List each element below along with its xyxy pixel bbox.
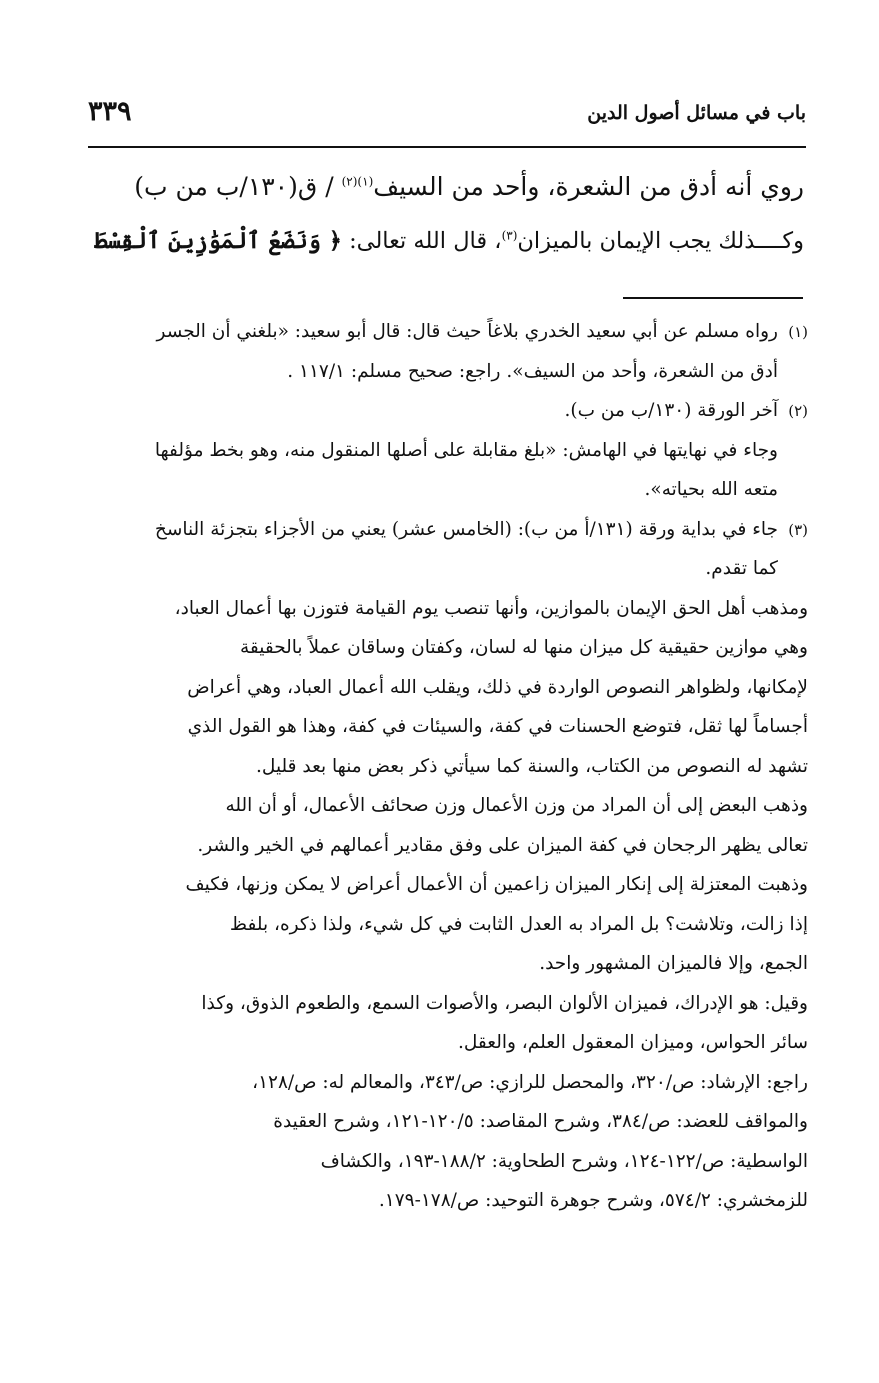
footnote-line: وذهبت المعتزلة إلى إنكار الميزان زاعمين أن الأعمال أعراض لا يمكن وزنها، فكيف xyxy=(185,874,808,895)
main-text-line xyxy=(92,160,804,214)
footnote-line: الواسطية: ص/١٢٢-١٢٤، وشرح الطحاوية: ١٨٨/٢-١٩٣، والكشاف xyxy=(320,1150,808,1172)
footnote-line: أجساماً لها ثقل، فتوضع الحسنات في كفة، والسيئات في كفة، وهذا هو القول الذي xyxy=(187,716,808,737)
footnote-line: وذهب البعض إلى أن المراد من وزن الأعمال وزن صحائف الأعمال، أو أن الله xyxy=(225,795,808,816)
footnote-line: تعالى يظهر الرجحان في كفة الميزان على وفق مقادير أعمالهم في الخير والشر. xyxy=(197,834,808,856)
footnote-separator xyxy=(623,297,803,299)
page-header xyxy=(88,96,806,134)
footnote-line: كما تقدم. xyxy=(705,558,778,579)
footnote-line: ومذهب أهل الحق الإيمان بالموازين، وأنها تنصب يوم القيامة فتوزن بها أعمال العباد، xyxy=(174,597,808,619)
footnote-line: للزمخشري: ٥٧٤/٢، وشرح جوهرة التوحيد: ص/١٧٨-١٧٩. xyxy=(378,1190,808,1211)
footnote-text: آخر الورقة (١٣٠/ب من ب). xyxy=(564,400,778,421)
header-rule xyxy=(88,146,806,148)
footnote-line: متعه الله بحياته». xyxy=(644,479,778,500)
main-text-segment: ، قال الله تعالى: xyxy=(341,228,502,254)
footnote-line: الجمع، وإلا فالميزان المشهور واحد. xyxy=(539,953,808,974)
footnote-line: وهي موازين حقيقية كل ميزان منها له لسان، وكفتان وساقان عملاً بالحقيقة xyxy=(240,637,808,658)
footnote-text: جاء في بداية ورقة (١٣١/أ من ب): (الخامس عشر) يعني من الأجزاء بتجزئة الناسخ xyxy=(154,518,778,540)
footnote-marker: (١) xyxy=(788,323,808,341)
footnote-line: وجاء في نهايتها في الهامش: «بلغ مقابلة على أصلها المنقول منه، وهو بخط مؤلفها xyxy=(154,439,778,461)
footnote-line: لإمكانها، ولظواهر النصوص الواردة في ذلك، ويقلب الله أعمال العباد، وهي أعراض xyxy=(187,676,808,698)
manuscript-folio-note: / ق(١٣٠/ب من ب) xyxy=(134,172,342,201)
main-text-segment: روي أنه أدق من الشعرة، وأحد من السيف xyxy=(373,172,804,201)
footnote-line: سائر الحواس، وميزان المعقول العلم، والعقل. xyxy=(458,1032,808,1053)
footnote-reference: (٣) xyxy=(501,228,518,243)
footnote-line: أدق من الشعرة، وأحد من السيف». راجع: صحيح مسلم: ١١٧/١ . xyxy=(287,360,778,382)
page-number: ٣٣٩ xyxy=(88,96,132,127)
footnotes xyxy=(92,312,808,1221)
footnote-line: وقيل: هو الإدراك، فميزان الألوان البصر، والأصوات السمع، والطعوم الذوق، وكذا xyxy=(201,992,808,1014)
footnote-line xyxy=(92,510,808,550)
footnote-line: راجع: الإرشاد: ص/٣٢٠، والمحصل للرازي: ص/٣٤٣، والمعالم له: ص/١٢٨، xyxy=(252,1071,808,1093)
footnote-marker: (٢) xyxy=(788,402,808,420)
footnote-line: تشهد له النصوص من الكتاب، والسنة كما سيأتي ذكر بعض منها بعد قليل. xyxy=(256,755,808,777)
main-text-segment: وكــــذلك يجب الإيمان بالميزان xyxy=(517,228,804,254)
footnote-reference: (١)(٢) xyxy=(341,174,374,189)
footnote-line: إذا زالت، وتلاشت؟ بل المراد به العدل الثابت في كل شيء، ولذا ذكره، بلفظ xyxy=(229,913,808,935)
footnote-line xyxy=(92,312,808,352)
footnote-line: والمواقف للعضد: ص/٣٨٤، وشرح المقاصد: ١٢٠/٥-١٢١، وشرح العقيدة xyxy=(273,1111,808,1132)
main-text-line xyxy=(92,214,804,268)
chapter-title: باب في مسائل أصول الدين xyxy=(587,102,806,124)
footnote-text: رواه مسلم عن أبي سعيد الخدري بلاغاً حيث قال: قال أبو سعيد: «بلغني أن الجسر xyxy=(156,321,778,342)
quran-verse: ﴿ وَنَضَعُ ٱلْمَوَٰزِينَ ٱلْقِسْطَ xyxy=(94,228,342,254)
footnote-line xyxy=(92,391,808,431)
footnote-marker: (٣) xyxy=(788,520,808,539)
main-text xyxy=(92,160,804,268)
